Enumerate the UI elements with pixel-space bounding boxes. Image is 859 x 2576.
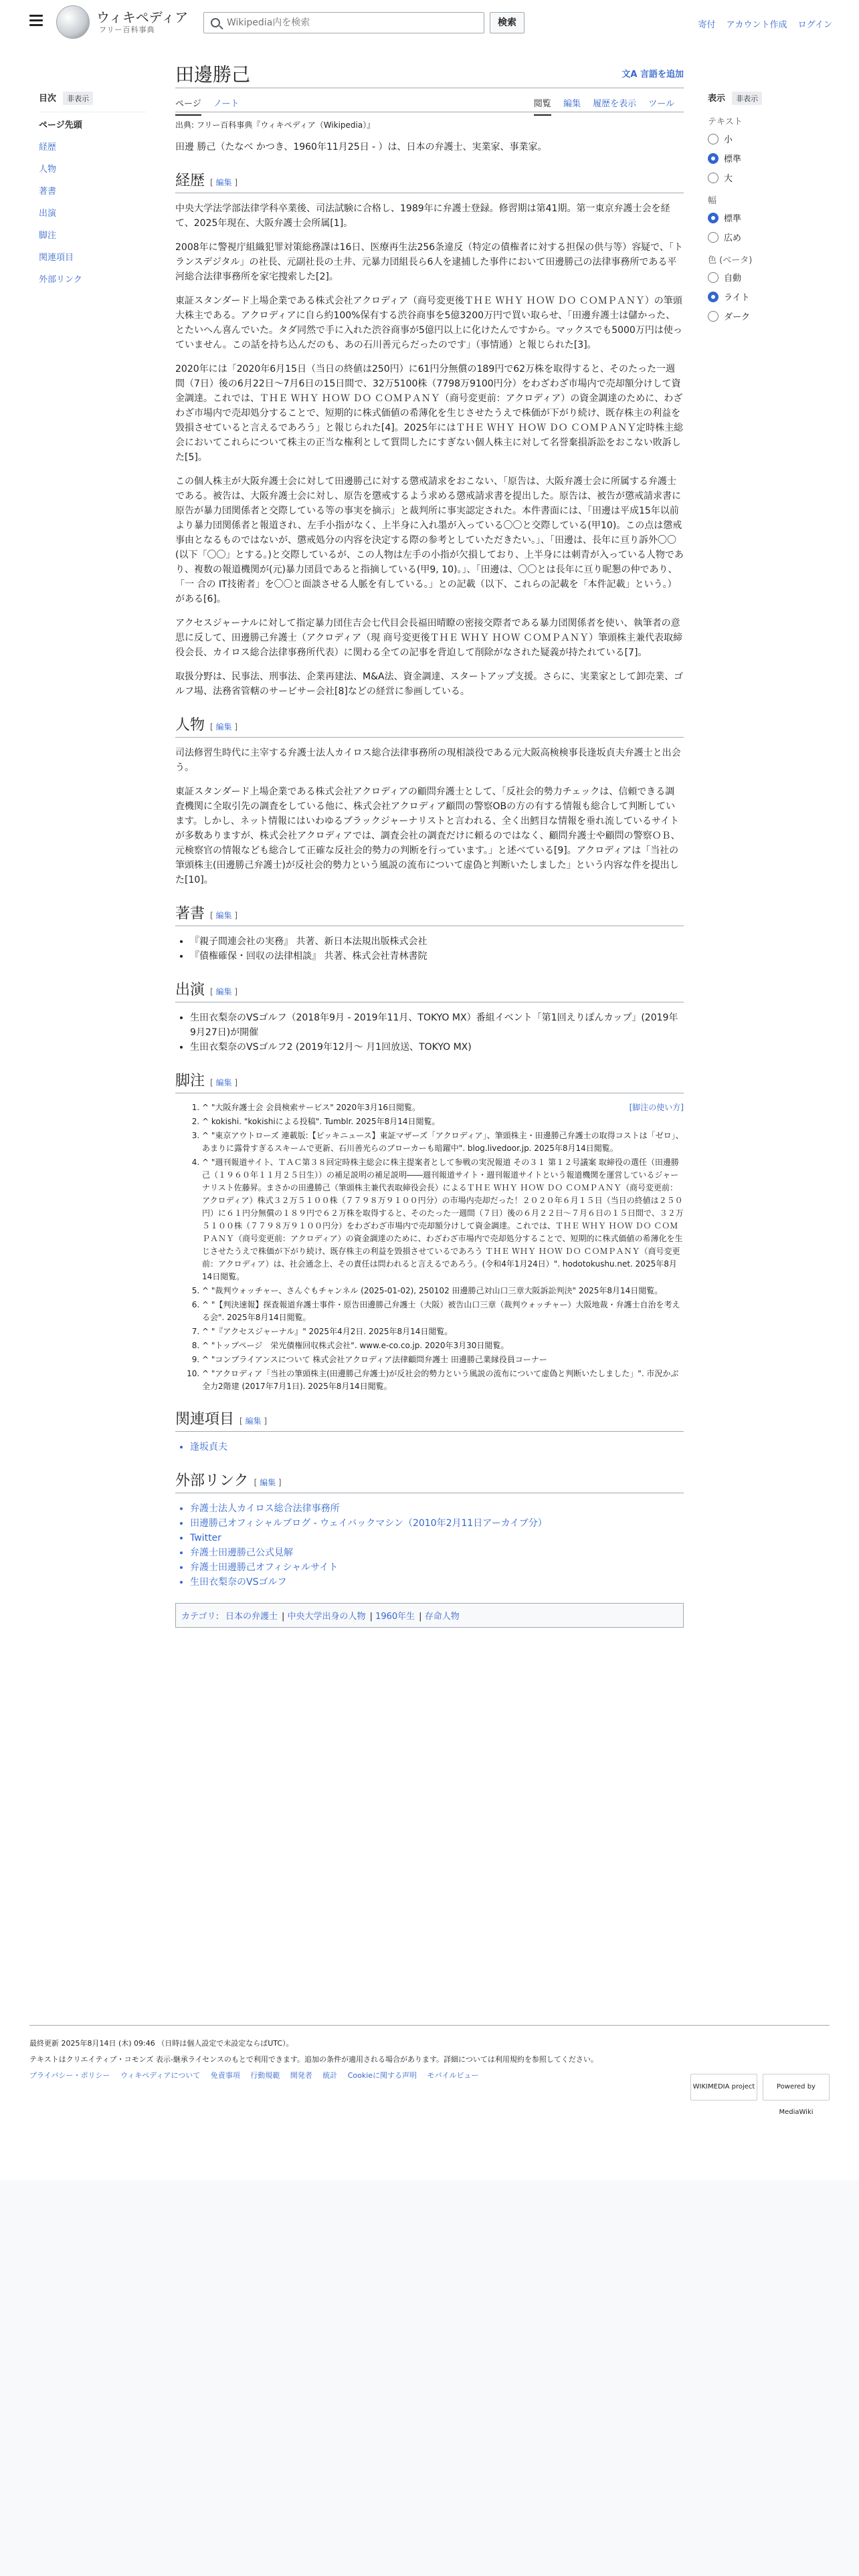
radio-icon[interactable] [708,272,719,283]
radio-label: 大 [724,174,733,184]
radio-label: 小 [724,135,733,145]
external-links-list [190,1501,684,1590]
page-title: 田邊勝己 [175,64,251,86]
section-appear-heading [175,978,684,1002]
radio-icon[interactable] [708,134,719,144]
article-content [175,53,684,1628]
related-list [190,1440,684,1455]
text-size-large[interactable] [708,171,828,184]
toc-item-career[interactable]: 経歴 [39,142,57,152]
add-language-label: 言語を追加 [640,70,684,80]
search-box[interactable] [203,12,484,33]
title-row [175,53,684,88]
color-dark[interactable] [708,310,828,322]
translate-icon: 文A [622,70,640,80]
radio-icon[interactable] [708,173,719,183]
reference-item[interactable]: 4. ^ "週刊報道サイト、ＴＡＣ第３８回定時株主総会に株主提案者として参戦の実況報道 その３１ 第１２号議案 取締役の選任（田邊勝己（１９６０年１１月２５日生））の補足説明の補足説明――週刊報道サイト・週刊報道サイトという報道機関を運営しているジャーナリスト佐藤昇。まさかの田邊勝己（筆頭株主兼代表取締役会長）によるＴＨＥ ＷＨＹ ＨＯＷ ＤＯ ＣＯＭＰＡＮＹ（商号変更前：アクロディア）株式３２万５１００株（７７９８万９１００円分）の市場内売却だった！２０２０年６月１５日（当日の終値は２５０円）に６１円分無償の１８９円で６２万株を取得すると、そのたった一週間（７日）後の６月２２日〜７月６日の１５日間で、３２万５１００株（７７９８万９１００円分）をわざわざ市場内で売却額分けして資金調達。これでは、ＴＨＥ ＷＨＹ ＨＯＷ ＤＯ ＣＯＭＰＡＮＹ（商号変更前：アクロディア）の資金調達のために、わざわざ市場内で売却処分することで、短期的に株式価値の希薄化を生じさせたうえで株価が下がり続け、既存株主の利益を毀損させているであろう ＴＨＥ ＷＨＹ ＨＯＷ ＤＯ ＣＯＭＰＡＮＹ（商号変更前：アクロディア）は、社会通念上、その責任は問われると言えるであろう。(令和4年1月24日）". hodotokushu.net. 2025年8月14日閲覧。 [202,1156,684,1283]
paragraph: この個人株主が大阪弁護士会に対して田邊勝己に対する懲戒請求をおこない、「原告は、大阪弁護士会に所属する弁護士である。被告は、大阪弁護士会に対し、原告を懲戒するよう求める懲戒請求書を提出した。原告は、被告が懲戒請求書に原告が暴力団関係者と交際している等の事実を摘示」と裁判所に事実認定された。本件書面には、「田邊は平成15年以前より暴力団関係者と報道され、左手小指がなく、上半身に入れ墨が入っている〇〇と交際している(甲10)。この点は懲戒事由となるものではないが、懲戒処分の内容を決定する際の参考としていただきたい。」、「田邊は、長年に亘り訴外〇〇(以下「〇〇」とする。)と交際しているが、この人物は左手の小指が欠損しており、上半身には刺青が入っている人物であり、複数の報道機関が(元)暴力団員であると指摘している(甲9, 10)。」、「田邊は、〇〇とは長年に亘り昵懇の仲であり、「一 合の IT技術者」を〇〇と面談させる人脈を有している。」との記載（以下、これらの記載を「本件記載」という。）がある[6]。 [175,476,684,605]
list-item[interactable]: • 逢坂貞夫 [190,1440,684,1455]
external-link[interactable]: • 田邊勝己オフィシャルブログ - ウェイバックマシン（2010年2月11日アーカイブ分） [190,1516,684,1531]
wikipedia-logo-icon[interactable] [56,5,90,39]
section-notes-heading [175,1069,684,1093]
appearance-header [708,91,828,105]
radio-label: 自動 [724,274,742,284]
section-title: 人物 [175,717,205,734]
text-size-label: テキスト [708,117,743,127]
color-light[interactable] [708,290,828,303]
section-books-heading [175,902,684,926]
text-size-standard[interactable] [708,152,828,165]
footer-link[interactable]: ウィキペディアについて [120,2071,201,2080]
tab-talk[interactable]: ノート [213,99,240,109]
edit-label[interactable]: 編集 [215,1078,232,1087]
reference-item[interactable]: 10. ^ "アクロディア「当社の筆頭株主(田邊勝己弁護士)が反社会的勢力という風説の流布について虚偽と判断いたしました」". 市況かぶ全力2階建 (2017年7月1日). 2025年8月14日閲覧。 [202,1368,684,1393]
edit-link[interactable]: [ 編集 ] [210,1078,238,1087]
radio-label: ダーク [724,312,751,322]
edit-link[interactable]: [ 編集 ] [210,987,238,996]
edit-link[interactable]: [ 編集 ] [254,1478,282,1487]
footer-link[interactable]: プライバシー・ポリシー [29,2071,110,2080]
page-tabs [175,88,684,112]
reference-item[interactable]: 7. ^ "『アクセスジャーナル』" 2025年4月2日. 2025年8月14日閲覧。 [202,1325,684,1338]
radio-selected-icon[interactable] [708,292,719,302]
tab-read[interactable]: 閲覧 [534,99,551,116]
radio-icon[interactable] [708,232,719,243]
section-person-heading [175,714,684,738]
site-header [27,0,832,44]
tab-page[interactable]: ページ [175,99,201,116]
width-label: 幅 [708,196,717,206]
list-item: • 『親子間連会社の実務』 共著、新日本法規出版株式会社 [190,934,684,949]
category-label[interactable]: カテゴリ: [181,1612,219,1622]
section-links-heading [175,1469,684,1493]
appearance-title: 表示 [708,94,726,104]
menu-icon[interactable] [29,15,43,25]
list-item: • 生田衣梨奈のVSゴルフ2 (2019年12月〜 月1回放送、TOKYO MX) [190,1040,684,1055]
appearance-hide-button[interactable]: 非表示 [732,92,762,105]
width-standard[interactable] [708,211,828,224]
from-line: 出典: フリー百科事典『ウィキペディア（Wikipedia）』 [175,120,375,130]
add-language-button[interactable] [622,67,684,80]
license-text: テキストはクリエイティブ・コモンズ 表示-継承ライセンスのもとで利用できます。追加の条件が適用される場合があります。詳細については利用規約を参照してください。 [29,2055,598,2064]
logo-title[interactable]: ウィキペディア [96,9,189,25]
category-link[interactable]: 日本の弁護士 [225,1612,278,1622]
reference-item[interactable]: 1. ^ "大阪弁護士会 会員検索サービス" 2020年3月16日閲覧。 [202,1101,684,1114]
list-item: • 生田衣梨奈のVSゴルフ（2018年9月 - 2019年11月、TOKYO MX）番組イベント「第1回えりぽんカップ」(2019年9月27日)が開催 [190,1010,684,1040]
search-input[interactable] [227,15,481,30]
toc-item-appear[interactable]: 出演 [39,209,57,219]
edit-label[interactable]: 編集 [245,1416,262,1426]
category-box: カテゴリ: 日本の弁護士 | 中央大学出身の人物 | 1960年生 | 存命人物 [175,1603,684,1628]
paragraph: アクセスジャーナルに対して指定暴力団住吉会七代目会長福田晴瞭の密接交際者である暴力団関係者を使い、執筆者の意思に反して、田邊勝己弁護士（アクロディア（現 商号変更後ＴＨＥ ＷＨＹ ＨＯＷ ＣＯＭＰＡＮＹ）筆頭株主兼代表取締役会長、カイロス総合法律事務所代表）に関わる全ての記事を背迫して削除がなされた疑義が持たれている[7]。 [175,618,682,658]
donate-link[interactable]: 寄付 [698,20,716,30]
logo-subtitle: フリー百科事典 [99,25,155,34]
toc-header [39,91,146,105]
radio-label: 標準 [724,154,742,165]
wikimedia-badge[interactable]: WIKIMEDIA project [690,2074,757,2101]
color-label: 色 (ベータ) [708,255,753,265]
toc-item-books[interactable]: 著書 [39,187,57,197]
footer-link[interactable]: 統計 [322,2071,338,2080]
section-title: 関連項目 [175,1411,235,1428]
paragraph: 2020年には「2020年6月15日（当日の終値は250円）に61円分無償の189円で62万株を取得すると、そのたった一週間（7日）後の6月22日〜7月6日の15日間で、32万5100株（7798万9100円分）をわざわざ市場内で売却額分けして資金調達。これでは、ＴＨＥ ＷＨＹ ＨＯＷ ＤＯ ＣＯＭＰＡＮＹ（商号変更前：アクロディア）の資金調達のために、わざわざ市場内で売却処分することで、短期的に株式価値の希薄化を生じさせたうえで株価が下がり続け、既存株主の利益を毀損させていると言えるであろう」と報じられた[4]。2025年にはＴＨＥ ＷＨＹ ＨＯＷ ＤＯ ＣＯＭＰＡＮＹ定時株主総会においてこれらについて株主の正当な権利として質問したにすぎない個人株主に対して名誉棄損訴訟をおこない敗訴した[5]。 [175,364,684,463]
text-size-small[interactable] [708,132,828,145]
last-updated: 最終更新 2025年8月14日 (木) 09:46 （日時は個人設定で未設定ならばUTC）。 [29,2039,294,2048]
edit-label[interactable]: 編集 [215,911,232,920]
search-button[interactable]: 検索 [490,12,524,33]
toc-item-person[interactable]: 人物 [39,165,57,175]
toc-title: 目次 [39,94,57,104]
login-link[interactable]: ログイン [797,20,832,30]
category-link[interactable]: 存命人物 [424,1612,460,1622]
radio-selected-icon[interactable] [708,213,719,223]
paragraph: 中央大学法学部法律学科卒業後、司法試験に合格し、1989年に弁護士登録。修習期は第41期。第一東京弁護士会を経て、2025年現在、大阪弁護士会所属[1]。 [175,203,670,229]
books-list [190,934,684,964]
radio-label: ライト [724,293,750,303]
toc-item-top[interactable]: ページ先頭 [39,112,146,130]
radio-label: 広め [724,233,742,243]
edit-label[interactable]: 編集 [215,178,232,187]
tab-edit[interactable]: 編集 [563,99,581,109]
footer-link[interactable]: モバイルビュー [427,2071,479,2080]
tab-tools[interactable]: ツール [648,99,674,109]
edit-label[interactable]: 編集 [215,722,232,732]
external-link[interactable]: • Twitter [190,1531,684,1545]
external-link[interactable]: • 弁護士法人カイロス総合法律事務所 [190,1501,684,1516]
footer-link[interactable]: 行動規範 [250,2071,280,2080]
intro-paragraph: 田邊 勝己（たなべ かつき、1960年11月25日 - ）は、日本の弁護士、実業家、事業家。 [175,142,547,152]
paragraph: 東証スタンダード上場企業である株式会社アクロディア（商号変更後ＴＨＥ ＷＨＹ ＨＯＷ ＤＯ ＣＯＭＰＡＮＹ）の筆頭大株主である。アクロディアに自ら約100%保有する渋谷商事を5億3200万円で買い取らせ、「田邊弁護士は儲かった、とたいへん喜んでいた。タダ同然で手に入れた渋谷商事が5億円以上に化けたんですから。マックスでも5000万円は使っていません。この話を持ち込んだのも、あの石川善元らだったのです」（事情通）と報じられた[3]。 [175,296,682,350]
reference-item[interactable]: 6. ^ "【判決速報】探査報道弁護士事件・原告田邊勝己弁護士（大阪）被告山口三章（裁判ウォッチャー）大阪地裁・弁護士自治を考える会". 2025年8月14日閲覧。 [202,1299,684,1324]
footer-link[interactable]: 開発者 [290,2071,312,2080]
edit-link[interactable]: [ 編集 ] [240,1416,268,1426]
footer-link[interactable]: Cookieに関する声明 [347,2071,417,2080]
radio-selected-icon[interactable] [708,153,719,164]
reference-item[interactable]: 5. ^ "裁判ウォッチャー、さんぐもチャンネル (2025-01-02), 250102 田邊勝己対山口三章大阪訴訟判決" 2025年8月14日閲覧。 [202,1285,684,1297]
section-title: 著書 [175,905,205,922]
external-link[interactable]: • 生田衣梨奈のVSゴルフ [190,1575,684,1590]
paragraph: 司法修習生時代に主宰する弁護士法人カイロス総合法律事務所の現相談役である元大阪高検検事長逢坂貞夫弁護士と出会う。 [175,748,681,773]
appearance-panel [708,91,828,329]
appear-list [190,1010,684,1055]
external-link[interactable]: • 弁護士田邊勝己公式見解 [190,1545,684,1560]
user-links [690,17,832,30]
section-title: 出演 [175,982,205,998]
edit-label[interactable]: 編集 [215,987,232,996]
tab-history[interactable]: 履歴を表示 [593,99,637,109]
footer-link[interactable]: 免責事項 [210,2071,240,2080]
width-wide[interactable] [708,231,828,243]
section-related-heading [175,1408,684,1432]
refs-header [175,1101,684,1393]
create-account-link[interactable]: アカウント作成 [726,20,787,30]
radio-label: 標準 [724,214,742,224]
toc-item-links[interactable]: 外部リンク [39,275,82,285]
section-title: 外部リンク [175,1473,249,1489]
reference-item[interactable]: 8. ^ "トップページ 栄光債権回収株式会社". www.e-co.co.jp. 2020年3月30日閲覧。 [202,1339,684,1352]
page-footer [29,2025,830,2116]
mediawiki-badge[interactable]: Powered by MediaWiki [763,2074,830,2101]
external-link[interactable]: • 弁護士田邊勝己オフィシャルサイト [190,1560,684,1575]
category-link[interactable]: 中央大学出身の人物 [287,1612,366,1622]
color-auto[interactable] [708,271,828,284]
section-title: 経歴 [175,173,205,189]
paragraph: 取扱分野は、民事法、刑事法、企業再建法、M&A法、資金調達、スタートアップ支援。さらに、実業家として卸売業、ゴルフ場、法務省管轄のサービサー会社[8]などの経営に参画している。 [175,671,684,697]
reference-item[interactable]: 2. ^ kokishi. "kokishiによる投稿". Tumblr. 2025年8月14日閲覧。 [202,1115,684,1128]
toc-hide-button[interactable]: 非表示 [63,92,93,105]
table-of-contents [39,91,146,294]
radio-icon[interactable] [708,311,719,322]
category-link[interactable]: 1960年生 [375,1612,415,1622]
section-career-heading [175,169,684,193]
notes-usage-link[interactable]: [脚注の使い方] [629,1103,684,1112]
toc-item-related[interactable]: 関連項目 [39,253,74,263]
edit-label[interactable]: 編集 [260,1478,276,1487]
list-item: • 『債権確保・回収の法律相談』 共著、株式会社青林書院 [190,949,684,964]
reference-item[interactable]: 3. ^ "東京アウトローズ 連載版:【ビッキニュース】東証マザーズ「アクロディア」、筆頭株主・田邊勝己弁護士の取得コストは「ゼロ」、あまりに露骨すぎるスキームで更新、石川善光らのブローカーも暗躍中". blog.livedoor.jp. 2025年8月14日閲覧。 [202,1130,684,1155]
paragraph: 東証スタンダード上場企業である株式会社アクロディアの顧問弁護士として、「反社会的勢力チェックは、信頼できる調査機関に全取引先の調査をしている他に、株式会社アクロディア顧問の警察OBの方の有する情報も総合して判断しています。しかし、ネット情報にはいわゆるブラックジャーナリストと言われる、全く出鱈目な情報を垂れ流しているサイトが多数ありますが、株式会社アクロディアでは、調査会社の調査だけに頼るのではなく、顧問弁護士や顧問の警察ＯＢ、元検察官の情報なども総合して正確な反社会的勢力の判断を行っています。」と述べている[9]。アクロディアは「当社の筆頭株主(田邊勝己弁護士)が反社会的勢力という風説の流布について虚偽と判断いたしました」という内容な件を提出した[10]。 [175,786,680,885]
paragraph: 2008年に警視庁組織犯罪対策総務課は16日、医療再生法256条違反（特定の債権者に対する担保の供与等）容疑で、「トランスデジタル」の社長、元副社長の土井、元暴力団組長ら6人を逮捕した事件において田邊勝己の法律事務所である平河総合法律事務所を家宅捜索した[2]。 [175,242,683,282]
reference-item[interactable]: 9. ^ "コンプライアンスについて 株式会社アクロディア法律顧問弁護士 田邊勝己業縁役員コーナー [202,1354,684,1366]
search-icon [211,18,220,27]
references-list [202,1101,684,1393]
edit-link[interactable]: [ 編集 ] [210,911,238,920]
edit-link[interactable]: [ 編集 ] [210,178,238,187]
edit-link[interactable]: [ 編集 ] [210,722,238,732]
toc-item-notes[interactable]: 脚注 [39,231,57,241]
section-title: 脚注 [175,1073,205,1089]
